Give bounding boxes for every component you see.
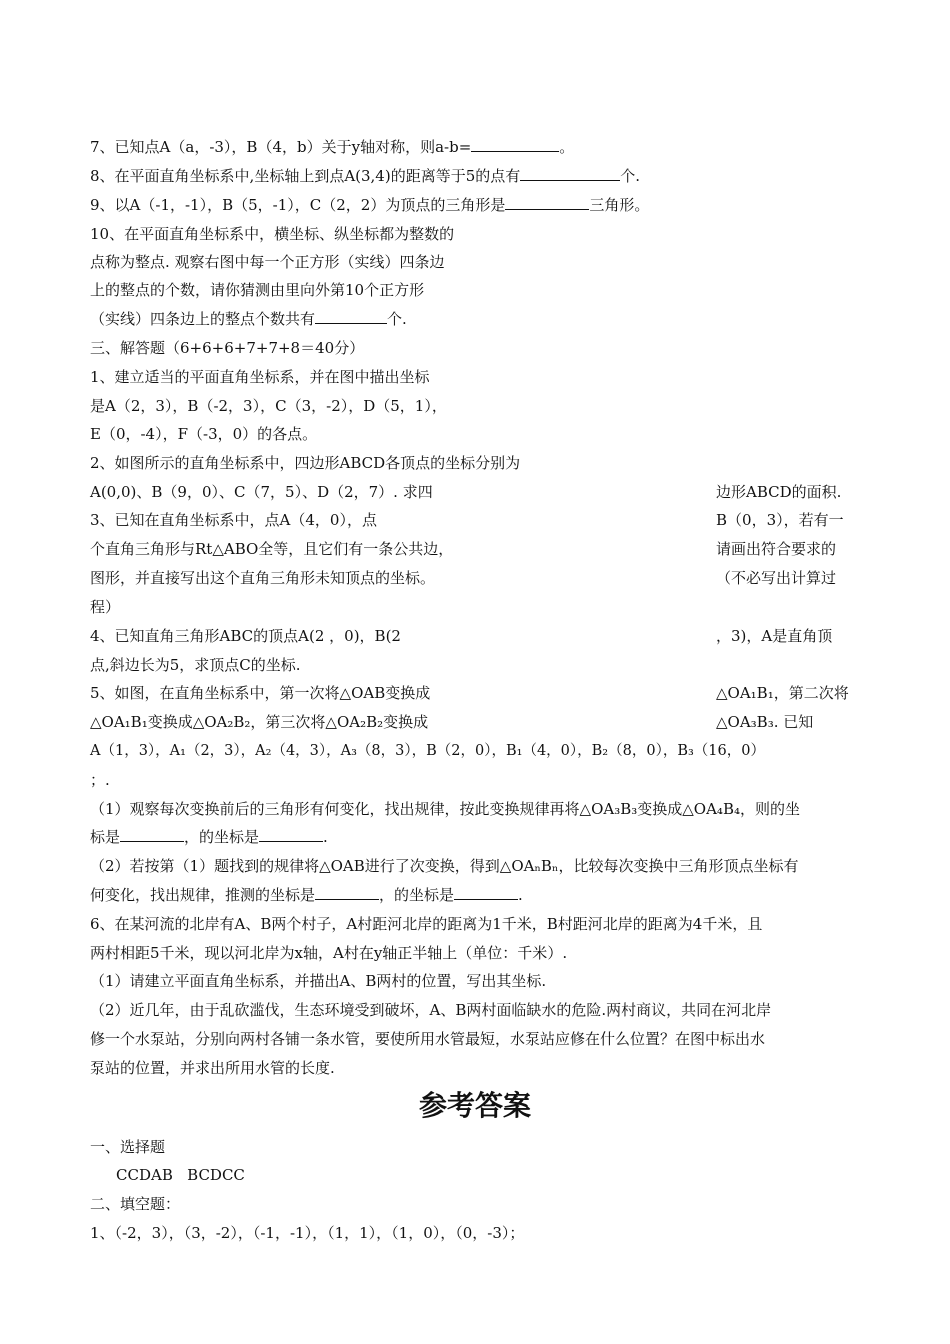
answer-fill-1: 1、（-2，3），（3，-2），（-1，-1），（1，1），（1，0），（0，-3）； <box>90 1224 525 1242</box>
answer-blank <box>259 827 323 842</box>
q-solve-5-part2-line2: 何变化，找出规律，推测的坐标是 ，的坐标是 . <box>90 886 523 904</box>
q-fill-10-line1: 10、在平面直角坐标系中，横坐标、纵坐标都为整数的 <box>90 225 455 243</box>
answer-key-title: 参考答案 <box>418 1089 531 1122</box>
q-solve-4-line2: 点,斜边长为5，求顶点C的坐标. <box>90 656 301 674</box>
q-solve-1-line1: 1、建立适当的平面直角坐标系，并在图中描出坐标 <box>90 368 430 386</box>
q-solve-5-part1-line1: （1）观察每次变换前后的三角形有何变化，找出规律，按此变换规律再将△OA₃B₃变换成△OA₄B₄，则的坐 <box>90 800 800 818</box>
q-solve-6-part2-line3: 泵站的位置，并求出所用水管的长度. <box>90 1059 335 1077</box>
section-heading: 三、解答题（6+6+6+7+7+8＝40分） <box>90 339 365 357</box>
answer-section-fill: 二、填空题： <box>90 1195 181 1213</box>
q-fill-10-line2: 点称为整点. 观察右图中每一个正方形（实线）四条边 <box>90 253 445 271</box>
q-solve-6-line1: 6、在某河流的北岸有A、B两个村子，A村距河北岸的距离为1千米，B村距河北岸的距离为4千米，且 <box>90 915 763 933</box>
q-solve-5-part2-line1: （2）若按第（1）题找到的规律将△OAB进行了次变换，得到△OAₙBₙ，比较每次变换中三角形顶点坐标有 <box>90 857 799 875</box>
q-solve-3-line3: 图形，并直接写出这个直角三角形未知顶点的坐标。 <box>90 569 436 587</box>
q-solve-5-line4: ；. <box>90 771 110 789</box>
q-solve-5-line1-right: △OA₁B₁，第二次将 <box>716 684 849 702</box>
q-solve-5-line1: 5、如图，在直角坐标系中，第一次将△OAB变换成 <box>90 684 431 702</box>
q-solve-1-line3: E（0，-4），F（-3，0）的各点。 <box>90 425 318 443</box>
answer-blank <box>454 885 518 900</box>
q-solve-5-line2-right: △OA₃B₃. 已知 <box>716 713 814 731</box>
q-solve-6-part2-line1: （2）近几年，由于乱砍滥伐，生态环境受到破坏，A、B两村面临缺水的危险.两村商议，共同在河北岸 <box>90 1001 772 1019</box>
q-solve-3-line1-right: B（0，3），若有一 <box>716 511 844 529</box>
q-solve-3-line1: 3、已知在直角坐标系中，点A（4，0），点 <box>90 511 377 529</box>
q-solve-6-part1: （1）请建立平面直角坐标系，并描出A、B两村的位置，写出其坐标. <box>90 972 547 990</box>
q-fill-7: 7、已知点A（a，-3），B（4，b）关于y轴对称，则a-b= 。 <box>90 138 575 156</box>
q-fill-9: 9、以A（-1，-1），B（5，-1），C（2，2）为顶点的三角形是 三角形。 <box>90 196 650 214</box>
q-fill-8: 8、在平面直角坐标系中,坐标轴上到点A(3,4)的距离等于5的点有 个. <box>90 167 641 185</box>
q-fill-10-line4: （实线）四条边上的整点个数共有 个. <box>90 310 407 328</box>
answer-blank <box>520 166 620 181</box>
q-solve-1-line2: 是A（2，3），B（-2，3），C（3，-2），D（5，1）， <box>90 397 447 415</box>
q-solve-6-part2-line2: 修一个水泵站，分别向两村各铺一条水管，要使所用水管最短，水泵站应修在什么位置？在图中标出水 <box>90 1030 766 1048</box>
answer-section-choice: 一、选择题 <box>90 1138 166 1156</box>
q-solve-4-line1-right: ，3)，A是直角顶 <box>716 627 833 645</box>
q-solve-6-line2: 两村相距5千米，现以河北岸为x轴，A村在y轴正半轴上（单位：千米）. <box>90 944 568 962</box>
q-solve-4-line1: 4、已知直角三角形ABC的顶点A(2 ，0)，B(2 <box>90 627 401 645</box>
answer-blank <box>471 137 559 152</box>
q-solve-5-line2: △OA₁B₁变换成△OA₂B₂，第三次将△OA₂B₂变换成 <box>90 713 429 731</box>
q-solve-5-line3: A（1，3），A₁（2，3），A₂（4，3），A₃（8，3），B（2，0），B₁（4，0），B₂（8，0），B₃（16，0） <box>90 743 765 759</box>
answer-blank <box>315 309 387 324</box>
q-solve-2-line2-right: 边形ABCD的面积. <box>716 483 842 501</box>
q-solve-2-line1: 2、如图所示的直角坐标系中，四边形ABCD各顶点的坐标分别为 <box>90 454 521 472</box>
q-solve-5-part1-line2: 标是 ，的坐标是 . <box>90 828 328 846</box>
q-solve-3-line4: 程） <box>90 598 121 616</box>
q-solve-2-line2: A(0,0)、B（9，0）、C（7，5）、D（2，7）. 求四 <box>90 483 433 501</box>
q-solve-3-line2-right: 请画出符合要求的 <box>716 540 837 558</box>
answer-blank <box>120 827 184 842</box>
answer-blank <box>505 195 589 210</box>
answer-blank <box>315 885 379 900</box>
q-solve-3-line3-right: （不必写出计算过 <box>716 569 837 587</box>
q-fill-10-line3: 上的整点的个数，请你猜测由里向外第10个正方形 <box>90 281 425 299</box>
q-solve-3-line2: 个直角三角形与Rt△ABO全等，且它们有一条公共边， <box>90 540 454 558</box>
answer-choice-values: CCDAB BCDCC <box>116 1166 245 1184</box>
